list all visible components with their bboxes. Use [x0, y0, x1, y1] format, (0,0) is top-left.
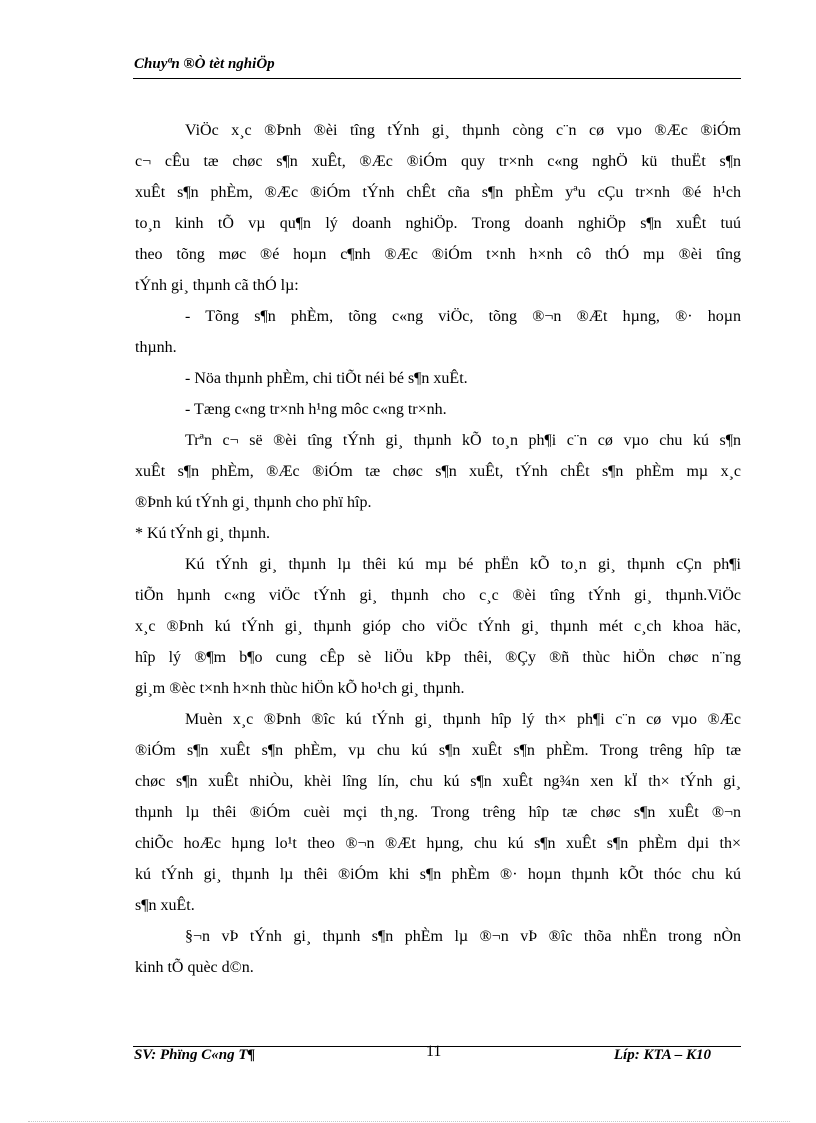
text-line: xuÊt s¶n phÈm, ®Æc ®iÓm tÝnh chÊt cña s¶n phÈm yªu cÇu tr×nh ®é h¹ch — [135, 184, 741, 201]
header-rule — [133, 78, 741, 79]
text-line: hîp lý ®¶m b¶o cung cÊp sè liÖu kÞp thêi, ®Çy ®ñ thùc hiÖn chøc n¨ng — [135, 649, 741, 666]
header-title: Chuyªn ®Ò tèt nghiÖp — [134, 56, 275, 72]
text-line: theo tõng møc ®é hoµn c¶nh ®Æc ®iÓm t×nh h×nh cô thÓ mµ ®èi tîng — [135, 246, 741, 263]
footer-student-name: SV: Phïng C«ng T¶ — [134, 1047, 256, 1063]
text-line: xuÊt s¶n phÈm, ®Æc ®iÓm tæ chøc s¶n xuÊt, tÝnh chÊt s¶n phÈm mµ x¸c — [135, 463, 741, 480]
text-line: §¬n vÞ tÝnh gi¸ thµnh s¶n phÈm lµ ®¬n vÞ ®îc thõa nhËn trong nÒn — [185, 928, 741, 945]
text-line: thµnh. — [135, 339, 177, 356]
text-line: x¸c ®Þnh kú tÝnh gi¸ thµnh gióp cho viÖc tÝnh gi¸ thµnh mét c¸ch khoa häc, — [135, 618, 741, 635]
paragraph — [135, 115, 741, 301]
text-line: ®Þnh kú tÝnh gi¸ thµnh cho phï hîp. — [135, 494, 372, 511]
text-line: - Tõng s¶n phÈm, tõng c«ng viÖc, tõng ®¬n ®Æt hµng, ®· hoµn — [185, 308, 741, 325]
text-line: tiÕn hµnh c«ng viÖc tÝnh gi¸ thµnh cho c¸c ®èi tîng tÝnh gi¸ thµnh.ViÖc — [135, 587, 741, 604]
list-item — [135, 363, 741, 394]
paragraph — [135, 425, 741, 518]
text-line: kú tÝnh gi¸ thµnh lµ thêi ®iÓm khi s¶n phÈm ®· hoµn thµnh kÕt thóc chu kú — [135, 866, 741, 883]
text-line: chiÕc hoÆc hµng lo¹t theo ®¬n ®Æt hµng, chu kú s¶n xuÊt s¶n phÈm dµi th× — [135, 835, 741, 852]
list-item — [135, 394, 741, 425]
text-line: ViÖc x¸c ®Þnh ®èi tîng tÝnh gi¸ thµnh còng c¨n cø vµo ®Æc ®iÓm — [185, 122, 741, 139]
footer — [133, 1043, 741, 1067]
paragraph — [135, 921, 741, 983]
text-line: chøc s¶n xuÊt nhiÒu, khèi lîng lín, chu kú s¶n xuÊt ng¾n xen kÏ th× tÝnh gi¸ — [135, 773, 741, 790]
text-line: tÝnh gi¸ thµnh cã thÓ lµ: — [135, 277, 299, 294]
text-line: Trªn c¬ së ®èi tîng tÝnh gi¸ thµnh kÕ to¸n ph¶i c¨n cø vµo chu kú s¶n — [185, 432, 741, 449]
text-line: gi¸m ®èc t×nh h×nh thùc hiÖn kÕ ho¹ch gi¸ thµnh. — [135, 680, 465, 697]
text-line: kinh tÕ quèc d©n. — [135, 959, 254, 976]
text-line: s¶n xuÊt. — [135, 897, 195, 914]
text-line: - Nöa thµnh phÈm, chi tiÕt néi bé s¶n xuÊt. — [185, 370, 468, 387]
text-line: * Kú tÝnh gi¸ thµnh. — [135, 525, 270, 542]
document-body — [135, 115, 741, 983]
text-line: Muèn x¸c ®Þnh ®îc kú tÝnh gi¸ thµnh hîp lý th× ph¶i c¨n cø vµo ®Æc — [185, 711, 741, 728]
section-heading — [135, 518, 741, 549]
paragraph — [135, 704, 741, 921]
page-border-dotted — [28, 1121, 790, 1122]
page-number: 11 — [426, 1043, 442, 1060]
text-line: - Tæng c«ng tr×nh h¹ng môc c«ng tr×nh. — [185, 401, 447, 418]
text-line: ®iÓm s¶n xuÊt s¶n phÈm, vµ chu kú s¶n xuÊt s¶n phÈm. Trong trêng hîp tæ — [135, 742, 741, 759]
text-line: to¸n kinh tÕ vµ qu¶n lý doanh nghiÖp. Trong doanh nghiÖp s¶n xuÊt tuú — [135, 215, 741, 232]
text-line: thµnh lµ thêi ®iÓm cuèi mçi th¸ng. Trong trêng hîp tæ chøc s¶n xuÊt ®¬n — [135, 804, 741, 821]
text-line: c¬ cÊu tæ chøc s¶n xuÊt, ®Æc ®iÓm quy tr×nh c«ng nghÖ kü thuËt s¶n — [135, 153, 741, 170]
text-line: Kú tÝnh gi¸ thµnh lµ thêi kú mµ bé phËn kÕ to¸n gi¸ thµnh cÇn ph¶i — [185, 556, 741, 573]
list-item — [135, 301, 741, 363]
footer-class: Líp: KTA – K10 — [613, 1047, 711, 1063]
paragraph — [135, 549, 741, 704]
